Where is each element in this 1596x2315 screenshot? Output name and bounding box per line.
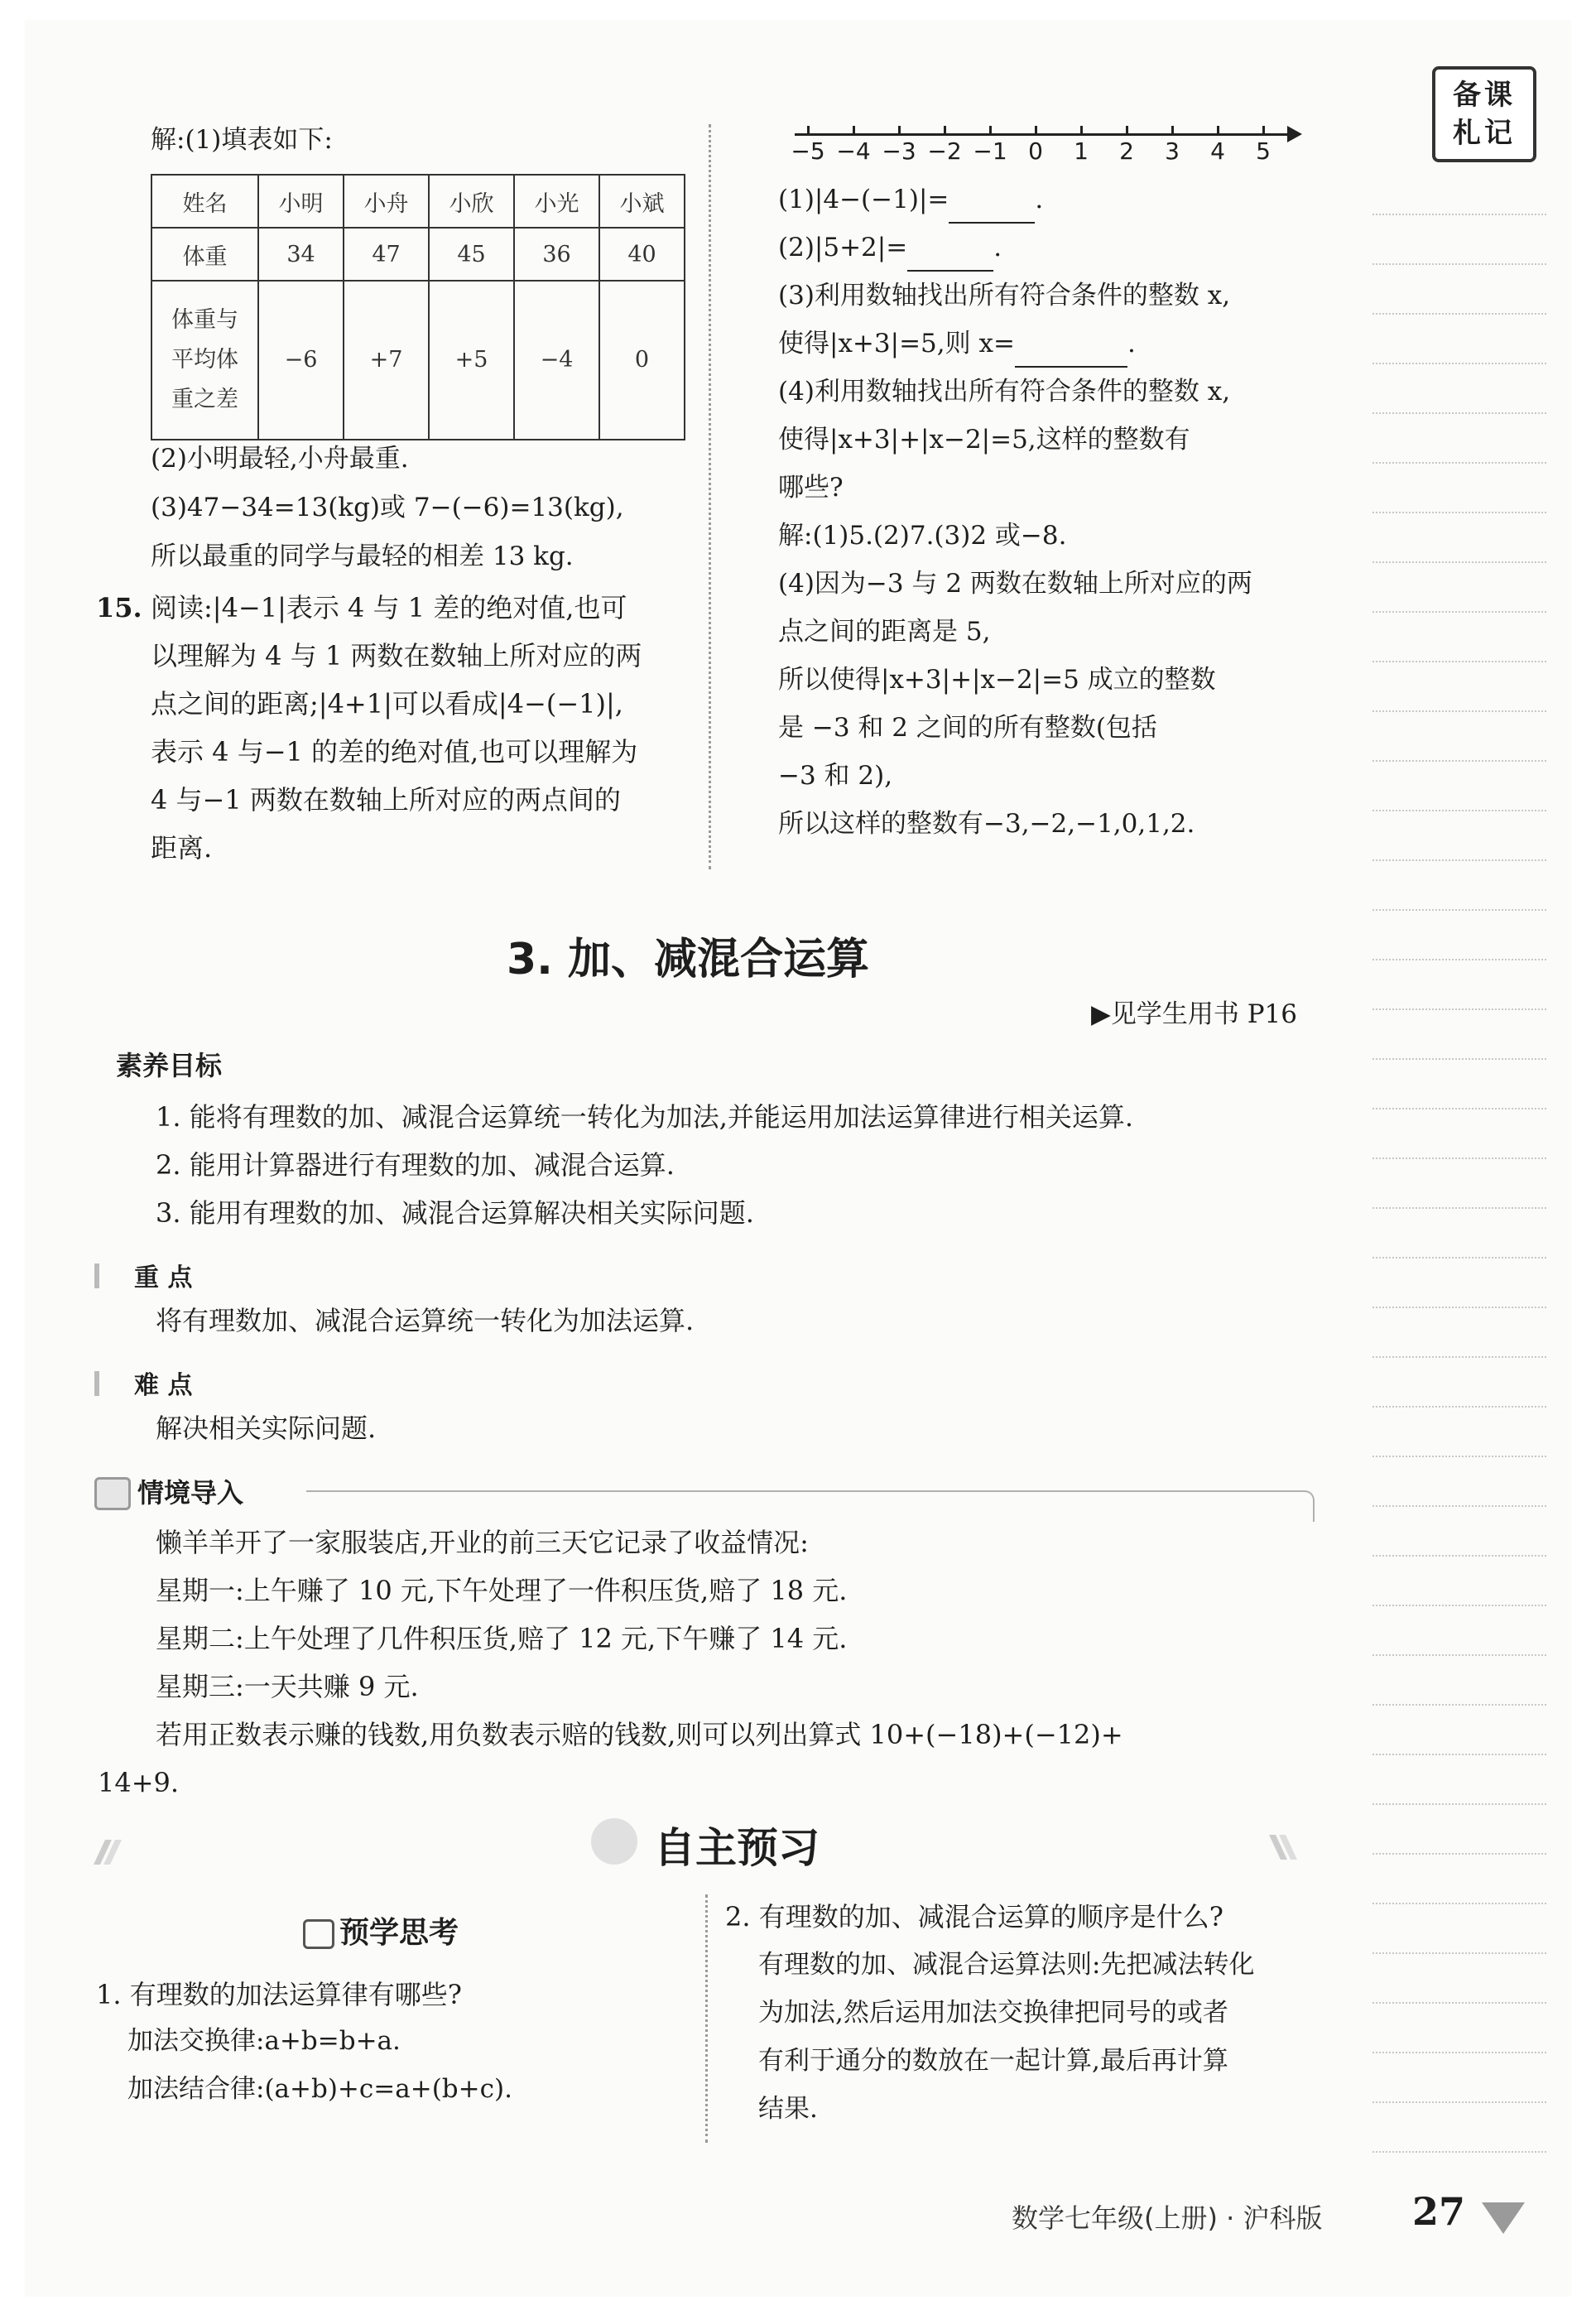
- notes-rule-line: [1372, 909, 1546, 911]
- answer-blank[interactable]: [949, 194, 1035, 224]
- number-line-label: −1: [973, 137, 1007, 165]
- table-header-cell: 小光: [514, 175, 599, 228]
- number-line-tick: [1262, 126, 1265, 136]
- table-cell: 34: [258, 228, 344, 281]
- table-header-cell: 小舟: [344, 175, 429, 228]
- key-text: 将有理数加、减混合运算统一转化为加法运算.: [156, 1305, 695, 1336]
- number-line-tick: [944, 126, 946, 136]
- notes-stamp: [1432, 66, 1536, 162]
- q15-text: [151, 584, 642, 872]
- table-row-label: [151, 281, 258, 440]
- q15-part-1-text: (1)|4−(−1)|=: [778, 185, 949, 214]
- scenario-text: [156, 1518, 1123, 1759]
- table-header-cell: 小斌: [599, 175, 685, 228]
- notes-rule-line: [1372, 1356, 1546, 1358]
- q15-solution-line: 所以这样的整数有−3,−2,−1,0,1,2.: [778, 809, 1195, 839]
- book-icon: [94, 1477, 131, 1510]
- page-number: 27: [1412, 2189, 1466, 2234]
- notes-rule-line: [1372, 810, 1546, 811]
- notes-rule-line: [1372, 1952, 1546, 1954]
- notes-rule-line: [1372, 959, 1546, 960]
- number-line-label: −2: [927, 137, 962, 165]
- arrow-right-icon: [1287, 126, 1302, 142]
- notes-rule-line: [1372, 313, 1546, 315]
- notes-rule-line: [1372, 2052, 1546, 2053]
- notes-rule-line: [1372, 1307, 1546, 1308]
- goals-list: [156, 1093, 1133, 1237]
- notes-rule-line: [1372, 363, 1546, 364]
- notes-rule-line: [1372, 1555, 1546, 1557]
- number-line-tick: [1171, 126, 1174, 136]
- q15-questions: [778, 176, 1252, 848]
- q14-answer-2: (2)小明最轻,小舟最重.: [151, 444, 409, 474]
- notes-rule-line: [1372, 412, 1546, 414]
- notes-rule-line: [1372, 1108, 1546, 1109]
- q15-line: 点之间的距离;|4+1|可以看成|4−(−1)|,: [151, 688, 623, 720]
- notes-rule-line: [1372, 1505, 1546, 1507]
- scenario-line: 星期二:上午处理了几件积压货,赔了 12 元,下午赚了 14 元.: [156, 1623, 848, 1654]
- number-line-tick: [989, 126, 992, 136]
- q14-answer-3a: (3)47−34=13(kg)或 7−(−6)=13(kg),: [151, 493, 624, 522]
- number-line-tick: [1035, 126, 1037, 136]
- table-cell: −4: [514, 281, 599, 440]
- q15-part-1: (1)|4−(−1)|= .: [778, 176, 1252, 224]
- number-line: [786, 123, 1300, 165]
- q14-answer-3b: 所以最重的同学与最轻的相差 13 kg.: [151, 541, 574, 571]
- goals-heading: 素养目标: [116, 1050, 223, 1081]
- notes-rule-line: [1372, 1257, 1546, 1259]
- difficulty-text: 解决相关实际问题.: [156, 1413, 377, 1444]
- preview-q2: 2. 有理数的加、减混合运算的顺序是什么?: [725, 1901, 1223, 1932]
- column-divider: [705, 1894, 708, 2143]
- scenario-rule: [306, 1490, 1300, 1492]
- number-line-label: 0: [1028, 137, 1043, 165]
- scenario-line: 懒羊羊开了一家服装店,开业的前三天它记录了收益情况:: [156, 1527, 809, 1558]
- notes-rule-line: [1372, 2002, 1546, 2004]
- notes-rule-line: [1372, 1158, 1546, 1159]
- number-line-tick: [898, 126, 901, 136]
- q15-line: 4 与−1 两数在数轴上所对应的两点间的: [151, 784, 621, 816]
- column-divider: [709, 124, 711, 869]
- banner-icon: [591, 1818, 637, 1865]
- table-cell: +7: [344, 281, 429, 440]
- notes-rule-line: [1372, 1654, 1546, 1656]
- notes-rule-line: [1372, 710, 1546, 712]
- notes-rule-line: [1372, 1406, 1546, 1408]
- notes-rule-line: [1372, 1456, 1546, 1457]
- table-cell: 36: [514, 228, 599, 281]
- q15-part-2: (2)|5+2|= .: [778, 224, 1252, 272]
- preview-q2-answer-line: 为加法,然后运用加法交换律把同号的或者: [758, 1998, 1228, 2028]
- stamp-line-1: 备课: [1453, 79, 1516, 112]
- goal-item: 1. 能将有理数的加、减混合运算统一转化为加法,并能运用加法运算律进行相关运算.: [156, 1101, 1134, 1133]
- scenario-rule-corner: [1300, 1490, 1315, 1522]
- q15-part-4a: (4)利用数轴找出所有符合条件的整数 x,: [778, 377, 1231, 407]
- table-cell: 40: [599, 228, 685, 281]
- heading-bar-icon: [94, 1371, 99, 1396]
- notes-rule-line: [1372, 512, 1546, 513]
- number-line-tick: [1126, 126, 1128, 136]
- notes-rule-line: [1372, 561, 1546, 563]
- q15-solution-line: 所以使得|x+3|+|x−2|=5 成立的整数: [778, 665, 1216, 695]
- scenario-line: 14+9.: [98, 1767, 180, 1798]
- answer-blank[interactable]: [907, 242, 993, 272]
- difficulty-heading: 难 点: [134, 1371, 193, 1400]
- table-header-cell: 姓名: [151, 175, 258, 228]
- number-line-tick: [1080, 126, 1083, 136]
- scenario-heading: 情境导入: [137, 1477, 244, 1509]
- book-title: 数学七年级(上册) · 沪科版: [1012, 2202, 1323, 2234]
- notes-rule-line: [1372, 1704, 1546, 1706]
- heading-bar-icon: [94, 1263, 99, 1288]
- q15-part-2-text: (2)|5+2|=: [778, 233, 908, 262]
- q15-part-3a: (3)利用数轴找出所有符合条件的整数 x,: [778, 281, 1231, 310]
- notes-rule-line: [1372, 2151, 1546, 2153]
- q15-solution-line: −3 和 2),: [778, 761, 893, 791]
- preview-q1-answer-1: 加法交换律:a+b=b+a.: [127, 2026, 401, 2056]
- number-line-label: 4: [1210, 137, 1225, 165]
- table-cell: 47: [344, 228, 429, 281]
- number-line-label: 2: [1119, 137, 1134, 165]
- notes-rule-line: [1372, 1008, 1546, 1010]
- scenario-line: 若用正数表示赚的钱数,用负数表示赔的钱数,则可以列出算式 10+(−18)+(−12)+: [156, 1719, 1123, 1750]
- notes-rule-line: [1372, 1803, 1546, 1805]
- q15-line: 距离.: [151, 832, 213, 864]
- answer-blank[interactable]: [1015, 338, 1127, 368]
- notes-rule-line: [1372, 2101, 1546, 2103]
- section-title: 3. 加、减混合运算: [507, 935, 870, 984]
- q15-solution-line: 点之间的距离是 5,: [778, 617, 991, 647]
- preview-q1: 1. 有理数的加法运算律有哪些?: [96, 1979, 462, 2010]
- number-line-tick: [1217, 126, 1219, 136]
- preview-q2-answer-line: 有理数的加、减混合运算法则:先把减法转化: [758, 1950, 1255, 1980]
- number-line-tick: [807, 126, 810, 136]
- notes-rule-line: [1372, 1605, 1546, 1606]
- q15-solution-line: 是 −3 和 2 之间的所有整数(包括: [778, 713, 1157, 743]
- preview-banner: 自主预习: [654, 1824, 820, 1872]
- stamp-line-2: 札记: [1453, 117, 1516, 150]
- q15-part-3b: 使得|x+3|=5,则 x= .: [778, 320, 1252, 368]
- scenario-line: 星期一:上午赚了 10 元,下午处理了一件积压货,赔了 18 元.: [156, 1575, 848, 1606]
- q15-part-4c: 哪些?: [778, 473, 844, 503]
- number-line-label: 1: [1074, 137, 1089, 165]
- number-line-label: 3: [1165, 137, 1180, 165]
- notes-rule-line: [1372, 263, 1546, 265]
- notes-rule-line: [1372, 462, 1546, 464]
- number-line-tick: [853, 126, 855, 136]
- preview-q2-answer: [758, 1941, 1254, 2133]
- key-heading: 重 点: [134, 1263, 193, 1292]
- q15-line: 以理解为 4 与 1 两数在数轴上所对应的两: [151, 640, 642, 671]
- preview-subheading: 预学思考: [339, 1916, 459, 1950]
- q15-number: 15.: [96, 592, 142, 623]
- q15-line: 阅读:|4−1|表示 4 与 1 差的绝对值,也可: [151, 592, 627, 623]
- q14-intro: 解:(1)填表如下:: [151, 125, 333, 155]
- preview-q1-answer-2: 加法结合律:(a+b)+c=a+(b+c).: [127, 2074, 512, 2104]
- q15-solution-line: 解:(1)5.(2)7.(3)2 或−8.: [778, 521, 1067, 551]
- number-line-label: −5: [791, 137, 825, 165]
- table-cell: 0: [599, 281, 685, 440]
- q15-part-4b: 使得|x+3|+|x−2|=5,这样的整数有: [778, 425, 1190, 455]
- goal-item: 2. 能用计算器进行有理数的加、减混合运算.: [156, 1149, 675, 1181]
- number-line-label: 5: [1256, 137, 1271, 165]
- notes-rule-line: [1372, 1058, 1546, 1060]
- preview-q2-answer-line: 有利于通分的数放在一起计算,最后再计算: [758, 2046, 1228, 2076]
- table-cell: +5: [429, 281, 514, 440]
- table-cell: −6: [258, 281, 344, 440]
- row-label-line: 重之差: [171, 387, 238, 412]
- table-header-cell: 小欣: [429, 175, 514, 228]
- q15-part-3b-text: 使得|x+3|=5,则 x=: [778, 329, 1015, 359]
- table-cell: 体重: [151, 228, 258, 281]
- q15-line: 表示 4 与−1 的差的绝对值,也可以理解为: [151, 736, 638, 768]
- notes-rule-line: [1372, 760, 1546, 762]
- preview-q2-answer-line: 结果.: [758, 2094, 818, 2124]
- row-label-line: 平均体: [171, 347, 238, 373]
- number-line-label: −4: [836, 137, 871, 165]
- row-label-line: 体重与: [171, 307, 238, 333]
- table-cell: 45: [429, 228, 514, 281]
- note-icon: [303, 1919, 334, 1949]
- student-book-ref: ▶见学生用书 P16: [1091, 999, 1297, 1029]
- scenario-line: 星期三:一天共赚 9 元.: [156, 1671, 419, 1702]
- notes-rule-line: [1372, 611, 1546, 613]
- number-line-label: −3: [882, 137, 916, 165]
- notes-rule-line: [1372, 1903, 1546, 1904]
- notes-rule-line: [1372, 661, 1546, 662]
- notes-rule-line: [1372, 1207, 1546, 1209]
- goal-item: 3. 能用有理数的加、减混合运算解决相关实际问题.: [156, 1197, 754, 1229]
- notes-rule-line: [1372, 1754, 1546, 1755]
- weights-table: [151, 174, 685, 440]
- notes-rule-line: [1372, 859, 1546, 861]
- notes-rule-line: [1372, 214, 1546, 215]
- q15-solution-line: (4)因为−3 与 2 两数在数轴上所对应的两: [778, 569, 1252, 599]
- notes-rule-line: [1372, 1853, 1546, 1855]
- table-header-cell: 小明: [258, 175, 344, 228]
- corner-mark-icon: [1482, 2202, 1525, 2234]
